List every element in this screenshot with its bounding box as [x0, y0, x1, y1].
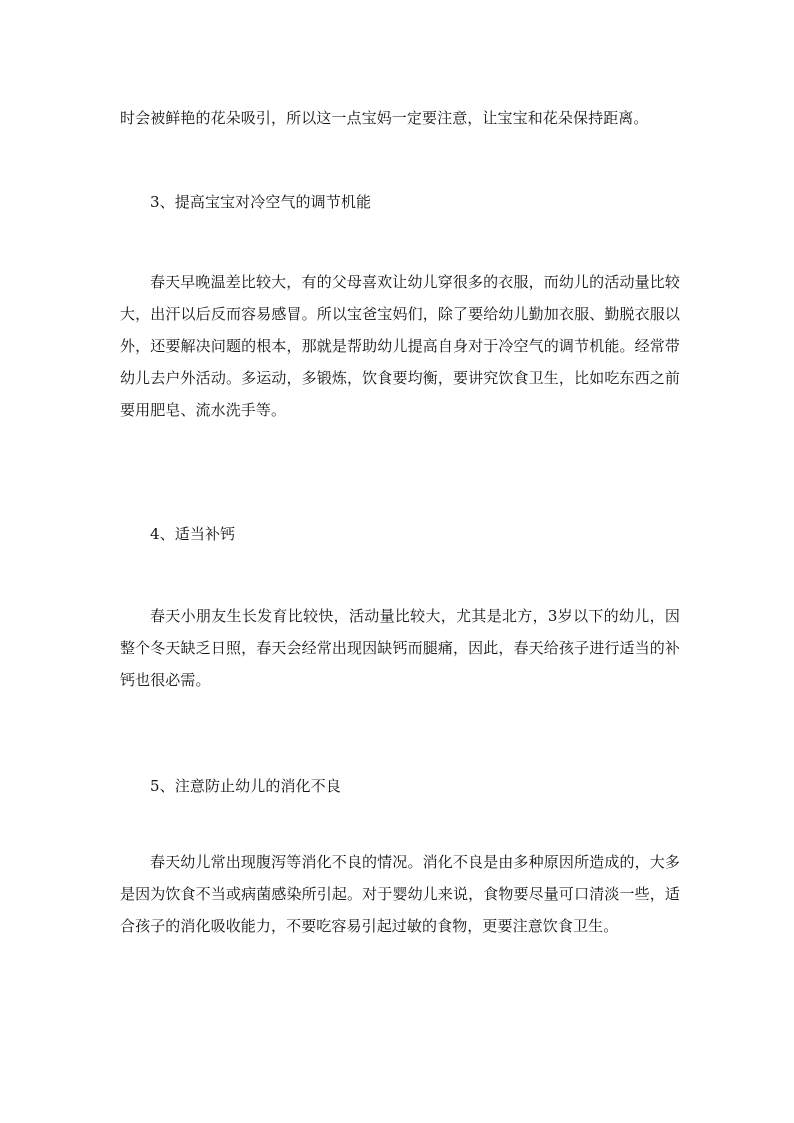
body-paragraph: 春天小朋友生长发育比较快，活动量比较大，尤其是北方，3岁以下的幼儿，因整个冬天缺乏日照，春天会经常出现因缺钙而腿痛，因此，春天给孩子进行适当的补钙也很必需。 [120, 607, 680, 689]
section-heading-5: 5、注意防止幼儿的消化不良 [150, 777, 341, 795]
body-paragraph: 春天早晚温差比较大，有的父母喜欢让幼儿穿很多的衣服，而幼儿的活动量比较大，出汗以后反而容易感冒。所以宝爸宝妈们，除了要给幼儿勤加衣服、勤脱衣服以外，还要解决问题的根本，那就是帮助幼儿提高自身对于冷空气的调节机能。经常带幼儿去户外活动。多运动，多锻炼，饮食要均衡，要讲究饮食卫生，比如吃东西之前要用肥皂、流水洗手等。 [120, 273, 680, 419]
body-paragraph: 时会被鲜艳的花朵吸引，所以这一点宝妈一定要注意，让宝宝和花朵保持距离。 [120, 109, 649, 127]
section-heading-3: 3、提高宝宝对冷空气的调节机能 [150, 193, 372, 211]
section-heading-4: 4、适当补钙 [150, 525, 236, 543]
body-paragraph: 春天幼儿常出现腹泻等消化不良的情况。消化不良是由多种原因所造成的，大多是因为饮食不当或病菌感染所引起。对于婴幼儿来说，食物要尽量可口清淡一些，适合孩子的消化吸收能力，不要吃容易引起过敏的食物，更要注意饮食卫生。 [120, 853, 680, 935]
